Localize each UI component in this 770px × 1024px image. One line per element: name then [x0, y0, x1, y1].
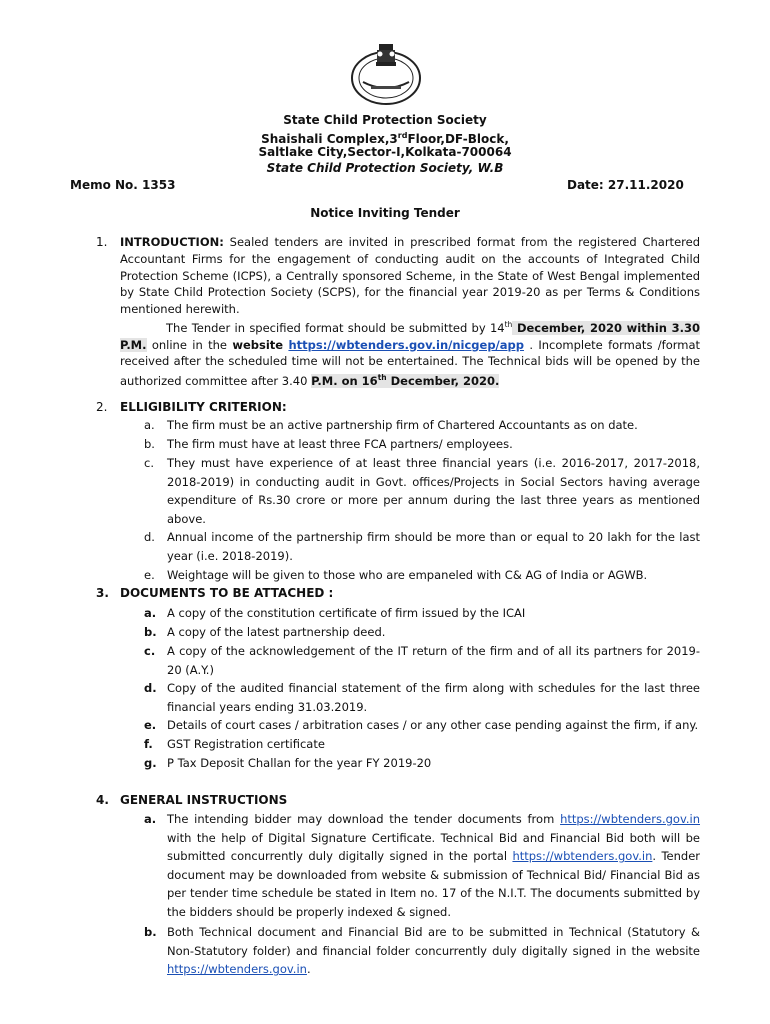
section-3-number: 3. — [96, 586, 109, 600]
state-emblem-icon — [349, 42, 423, 106]
list-item: e. Weightage will be given to those who are empaneled with C& AG of India or AGWB. — [144, 568, 648, 582]
list-item: a. The firm must be an active partnership firm of Chartered Accountants as on date. — [144, 418, 638, 432]
list-item: c. A copy of the acknowledgement of the IT return of the firm and of all its partners for 2019-20 (A.Y.) — [144, 644, 700, 677]
list-item: b. A copy of the latest partnership deed. — [144, 625, 386, 639]
section-1-heading: INTRODUCTION: — [120, 235, 224, 249]
list-item: a. A copy of the constitution certificate of firm issued by the ICAI — [144, 606, 526, 620]
list-item: e. Details of court cases / arbitration cases / or any other case pending against the firm, if any. — [144, 718, 699, 732]
org-name: State Child Protection Society — [283, 113, 487, 127]
nicgep-link[interactable]: https://wbtenders.gov.in/nicgep/app — [288, 337, 524, 352]
memo-number: Memo No. 1353 — [70, 178, 176, 192]
section-1-submission-paragraph: The Tender in specified format should be submitted by 14th December, 2020 within 3.30 P.M. online in the website https://wbtenders.gov.in/nicgep/app . Incomplete formats /format received after the scheduled time will not be entertained. The Technical bids will be opened by the authorized committee after 3.40 P.M. on 16th December, 2020. — [120, 320, 701, 389]
org-address-line1: Shaishali Complex,3rdFloor,DF-Block, — [261, 131, 509, 146]
notice-title: Notice Inviting Tender — [310, 206, 460, 220]
list-item: d. Annual income of the partnership firm should be more than or equal to 20 lakh for the last year (i.e. 2018-2019). — [144, 530, 700, 563]
org-address-line2: Saltlake City,Sector-I,Kolkata-700064 — [258, 145, 512, 159]
section-2-heading: ELLIGIBILITY CRITERION: — [120, 400, 287, 414]
list-item: f. GST Registration certificate — [144, 737, 325, 751]
section-1-introduction: INTRODUCTION: Sealed tenders are invited in prescribed format from the registered Chartered Accountant Firms for the engagement of conducting audit on the accounts of Integrated Child Protection Scheme (ICPS), a Centrally sponsored Scheme, in the State of West Bengal implemented by State Child Protection Society (SCPS), for the financial year 2019-20 as per Terms & Conditions mentioned herewith. — [120, 235, 700, 317]
wbtenders-link[interactable]: https://wbtenders.gov.in — [167, 962, 307, 977]
list-item: b. Both Technical document and Financial Bid are to be submitted in Technical (Statutory & Non-Statutory folder) and financial folder concurrently duly digitally signed in the website https://wbtenders.gov.in. — [144, 925, 700, 977]
memo-date: Date: 27.11.2020 — [567, 178, 684, 192]
org-name-italic: State Child Protection Society, W.B — [266, 161, 504, 175]
section-1-number: 1. — [96, 235, 108, 249]
section-3-heading: DOCUMENTS TO BE ATTACHED : — [120, 586, 334, 600]
list-item: c. They must have experience of at least three financial years (i.e. 2016-2017, 2017-2018, 2018-2019) in conducting audit in Govt. offices/Projects in Social Sectors having average expenditure of Rs.30 crore or more per annum during the last three years as mentioned above. — [144, 456, 700, 526]
section-4-number: 4. — [96, 793, 109, 807]
list-item: b. The firm must have at least three FCA partners/ employees. — [144, 437, 513, 451]
wbtenders-link[interactable]: https://wbtenders.gov.in — [560, 812, 700, 826]
list-item: g. P Tax Deposit Challan for the year FY 2019-20 — [144, 756, 432, 770]
list-item: a. The intending bidder may download the tender documents from https://wbtenders.gov.in with the help of Digital Signature Certificate. Technical Bid and Financial Bid both will be submitted concurrently duly digitally signed in the portal https://wbtenders.gov.in. Tender document may be downloaded from website & submission of Technical Bid/ Financial Bid as per tender time schedule be stated in Item no. 17 of the N.I.T. The documents submitted by the bidders should be properly indexed & signed. — [144, 812, 700, 919]
wbtenders-link[interactable]: https://wbtenders.gov.in — [512, 849, 653, 864]
section-4-heading: GENERAL INSTRUCTIONS — [120, 793, 288, 807]
list-item: d. Copy of the audited financial statement of the firm along with schedules for the last three financial years ending 31.03.2019. — [144, 681, 700, 714]
section-2-number: 2. — [96, 400, 108, 414]
